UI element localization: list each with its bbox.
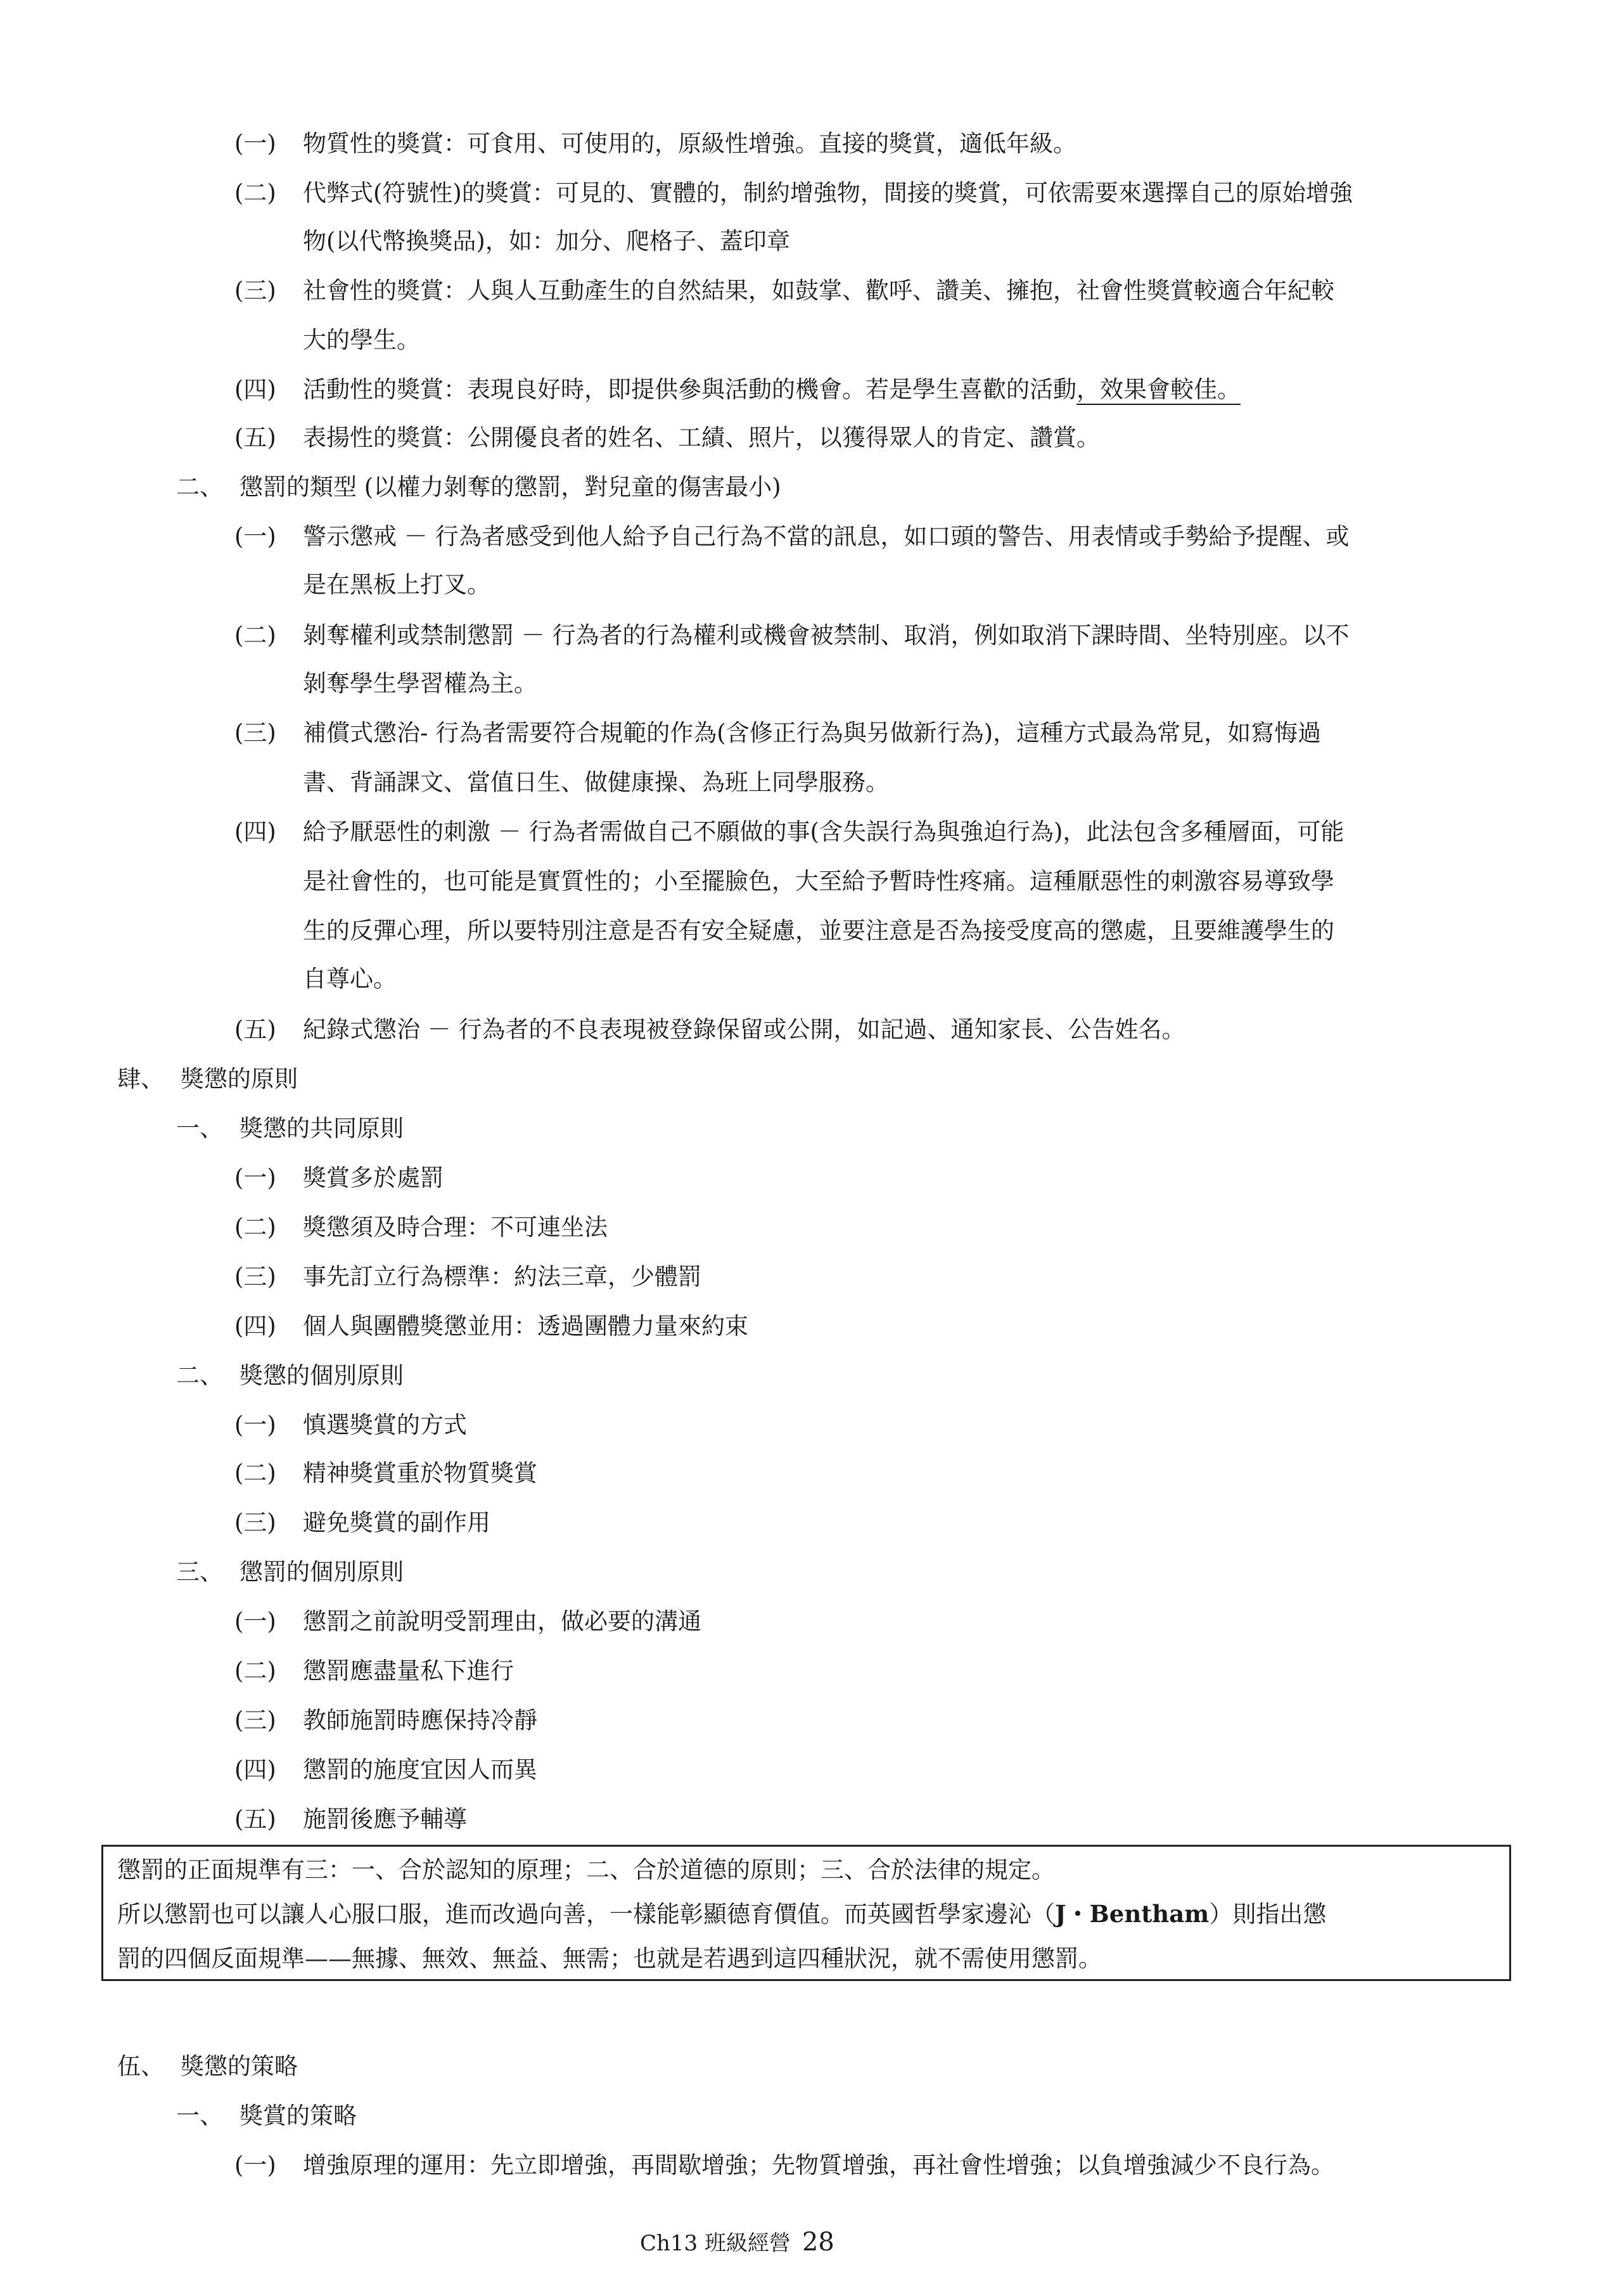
list-item-text: 精神獎賞重於物質獎賞 xyxy=(303,1459,537,1487)
list-number: (一) xyxy=(234,1411,276,1439)
list-item-continuation: 生的反彈心理，所以要特別注意是否有安全疑慮，並要注意是否為接受度高的懲處，且要維護學生的 xyxy=(303,917,1334,944)
list-number: (三) xyxy=(234,1509,276,1536)
list-number: (三) xyxy=(234,277,276,304)
list-item-text: 警示懲戒 － 行為者感受到他人給予自己行為不當的訊息，如口頭的警告、用表情或手勢給予提醒、或 xyxy=(303,523,1350,550)
list-number: (二) xyxy=(234,1214,276,1241)
list-item-continuation: 物(以代幣換獎品)，如：加分、爬格子、蓋印章 xyxy=(303,228,790,255)
list-item-text: 教師施罰時應保持冷靜 xyxy=(303,1707,537,1734)
section-title: 獎懲的原則 xyxy=(181,1065,298,1093)
note-line xyxy=(117,1902,1326,1926)
list-number: (五) xyxy=(234,424,276,451)
list-item-text: 代弊式(符號性)的獎賞：可見的、實體的，制約增強物，間接的獎賞，可依需要來選擇自己的原始增強 xyxy=(303,179,1353,207)
list-number: (二) xyxy=(234,622,276,649)
page-footer xyxy=(640,2226,834,2257)
list-item-text: 個人與團體獎懲並用：透過團體力量來約束 xyxy=(303,1312,748,1340)
list-item-text: 事先訂立行為標準：約法三章，少體罰 xyxy=(303,1263,701,1290)
subsection-number: 一、 xyxy=(176,1115,223,1142)
list-item-text: 補償式懲治- 行為者需要符合規範的作為(含修正行為與另做新行為)，這種方式最為常見，如寫悔過 xyxy=(303,719,1322,747)
note-line: 罰的四個反面規準——無據、無效、無益、無需；也就是若遇到這四種狀況，就不需使用懲罰。 xyxy=(117,1945,1102,1972)
list-number: (四) xyxy=(234,818,276,845)
footer-chapter: Ch13 班級經營 xyxy=(640,2231,791,2256)
subsection-number: 三、 xyxy=(176,1558,223,1586)
list-item-continuation: 是在黑板上打叉。 xyxy=(303,571,490,598)
list-item-text: 物質性的獎賞：可食用、可使用的，原級性增強。直接的獎賞，適低年級。 xyxy=(303,130,1076,157)
underlined-text: ，效果會較佳。 xyxy=(1076,376,1241,403)
subsection-number: 一、 xyxy=(176,2102,223,2129)
list-number: (三) xyxy=(234,1707,276,1734)
list-number: (一) xyxy=(234,2152,276,2179)
list-number: (五) xyxy=(234,1805,276,1833)
list-item-text: 給予厭惡性的刺激 － 行為者需做自己不願做的事(含失誤行為與強迫行為)，此法包含多種層面，可能 xyxy=(303,818,1344,845)
list-item-text: 懲罰應盡量私下進行 xyxy=(303,1657,514,1684)
section-number: 肆、 xyxy=(117,1065,164,1093)
list-item-continuation: 書、背誦課文、當值日生、做健康操、為班上同學服務。 xyxy=(303,769,889,796)
list-item-text: 慎選獎賞的方式 xyxy=(303,1411,467,1439)
list-number: (三) xyxy=(234,1263,276,1290)
list-item-continuation: 是社會性的，也可能是實質性的；小至擺臉色，大至給予暫時性疼痛。這種厭惡性的刺激容易導致學 xyxy=(303,868,1334,895)
list-item-text: 表揚性的獎賞：公開優良者的姓名、工績、照片，以獲得眾人的肯定、讚賞。 xyxy=(303,424,1100,451)
list-number: (四) xyxy=(234,1756,276,1783)
list-item-text: 社會性的獎賞：人與人互動產生的自然結果，如鼓掌、歡呼、讚美、擁抱，社會性獎賞較適合年紀較 xyxy=(303,277,1334,304)
note-line: 懲罰的正面規準有三：一、合於認知的原理；二、合於道德的原則；三、合於法律的規定。 xyxy=(117,1856,1055,1883)
section-title: 獎懲的策略 xyxy=(181,2053,298,2080)
section-number: 伍、 xyxy=(117,2053,164,2080)
list-item-text: 避免獎賞的副作用 xyxy=(303,1509,490,1536)
subsection-title: 獎懲的共同原則 xyxy=(239,1115,404,1142)
list-item-continuation: 剝奪學生學習權為主。 xyxy=(303,670,537,697)
note-line-part: ）則指出懲 xyxy=(1209,1901,1327,1928)
list-item-text: 獎懲須及時合理：不可連坐法 xyxy=(303,1214,608,1241)
subsection-title: 獎賞的策略 xyxy=(239,2102,357,2129)
list-number: (一) xyxy=(234,1608,276,1635)
list-item-text: 懲罰之前說明受罰理由，做必要的溝通 xyxy=(303,1608,701,1635)
list-item-text xyxy=(303,378,1241,401)
list-number: (一) xyxy=(234,130,276,157)
list-number: (二) xyxy=(234,1459,276,1487)
list-number: (二) xyxy=(234,1657,276,1684)
list-item-continuation: 大的學生。 xyxy=(303,326,420,354)
list-number: (一) xyxy=(234,523,276,550)
page-number: 28 xyxy=(801,2228,834,2257)
bentham-name: J・Bentham xyxy=(1055,1900,1210,1928)
subsection-title: 獎懲的個別原則 xyxy=(239,1362,404,1389)
list-number: (三) xyxy=(234,719,276,747)
list-number: (四) xyxy=(234,376,276,403)
subsection-number: 二、 xyxy=(176,1362,223,1389)
list-item-text: 懲罰的施度宜因人而異 xyxy=(303,1756,537,1783)
list-item-text: 獎賞多於處罰 xyxy=(303,1164,444,1191)
note-box xyxy=(101,1845,1511,1981)
list-number: (二) xyxy=(234,179,276,207)
list-number: (五) xyxy=(234,1016,276,1043)
list-item-text: 紀錄式懲治 － 行為者的不良表現被登錄保留或公開，如記過、通知家長、公告姓名。 xyxy=(303,1016,1185,1043)
list-item-text: 剝奪權利或禁制懲罰 － 行為者的行為權利或機會被禁制、取消，例如取消下課時間、坐特別座。以不 xyxy=(303,622,1350,649)
list-number: (四) xyxy=(234,1312,276,1340)
subsection-title: 懲罰的個別原則 xyxy=(239,1558,404,1586)
subsection-title: 懲罰的類型 (以權力剝奪的懲罰，對兒童的傷害最小) xyxy=(239,473,781,501)
note-line-part: 所以懲罰也可以讓人心服口服，進而改過向善，一樣能彰顯德育價值。而英國哲學家邊沁（ xyxy=(117,1901,1055,1928)
subsection-number: 二、 xyxy=(176,473,223,501)
list-item-continuation: 自尊心。 xyxy=(303,965,397,992)
list-item-text: 施罰後應予輔導 xyxy=(303,1805,467,1833)
list-item-text: 增強原理的運用：先立即增強，再間歇增強；先物質增強，再社會性增強；以負增強減少不良行為。 xyxy=(303,2152,1334,2179)
list-number: (一) xyxy=(234,1164,276,1191)
list-item-text-part: 活動性的獎賞：表現良好時，即提供參與活動的機會。若是學生喜歡的活動 xyxy=(303,376,1076,403)
